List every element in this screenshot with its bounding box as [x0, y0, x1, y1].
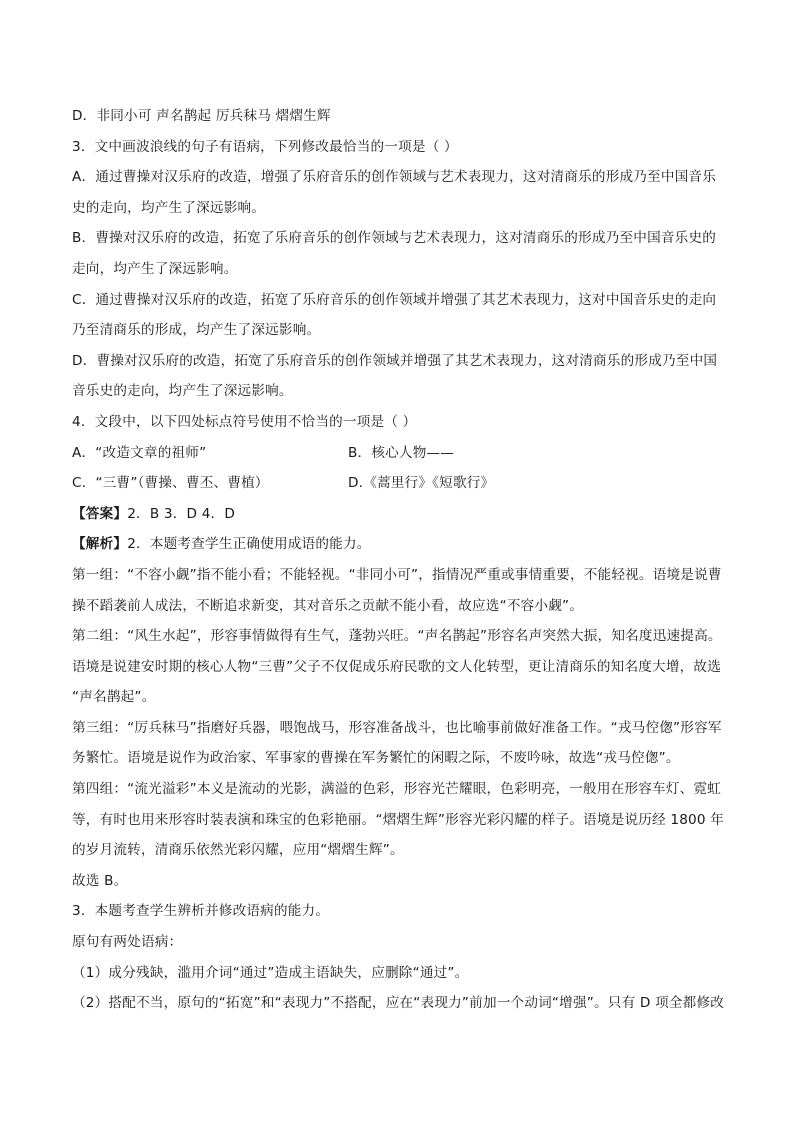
analysis-group3-line2: 务繁忙。语境是说作为政治家、军事家的曹操在军务繁忙的闲暇之际，不废吟咏，故选“戎马倥偬”。: [72, 750, 680, 767]
q4-option-a: A．“改造文章的祖师”: [72, 444, 207, 461]
q3-option-b-line2: 走向，均产生了深远影响。: [72, 260, 238, 277]
analysis-group1-line2: 操不蹈袭前人成法，不断追求新变，其对音乐之贡献不能小看，故应选“不容小觑”。: [72, 597, 584, 614]
analysis-group3-line1: 第三组：“厉兵秣马”指磨好兵器，喂饱战马，形容准备战斗，也比喻事前做好准备工作。“戎马倥偬”形容军: [72, 719, 722, 736]
q3-stem: 3．文中画波浪线的句子有语病，下列修改最恰当的一项是（ ）: [72, 138, 458, 155]
answer-label: 【答案】: [72, 505, 128, 522]
q3-option-a-line2: 史的走向，均产生了深远影响。: [72, 199, 266, 216]
q3-analysis-note: 原句有两处语病：: [72, 934, 183, 951]
analysis-group2-line3: “声名鹊起”。: [72, 689, 156, 706]
q3-option-a-line1: A．通过曹操对汉乐府的改造，增强了乐府音乐的创作领域与艺术表现力，这对清商乐的形成乃至中国音乐: [72, 169, 717, 186]
q4-options-row-2: [72, 468, 724, 499]
q4-option-c: C．“三曹”（曹操、曹丕、曹植）: [72, 475, 269, 492]
analysis-group1-line1: 第一组：“不容小觑”指不能小看；不能轻视。“非同小可”，指情况严重或事情重要，不能轻视。语境是说曹: [72, 566, 722, 583]
q3-option-d-line2: 音乐史的走向，均产生了深远影响。: [72, 383, 293, 400]
q2-option-d: D．非同小可 声名鹊起 厉兵秣马 熠熠生辉: [72, 108, 331, 124]
analysis-text: 2．本题考查学生正确使用成语的能力。: [127, 536, 371, 553]
analysis-group2-line2: 语境是说建安时期的核心人物“三曹”父子不仅促成乐府民歌的文人化转型，更让清商乐的知名度大增，故选: [72, 658, 721, 675]
analysis-group4-line1: 第四组：“流光溢彩”本义是流动的光影，满溢的色彩，形容光芒耀眼，色彩明亮，一般用在形容车灯、霓虹: [72, 781, 721, 798]
answer-text: 2．B 3．D 4．D: [127, 505, 236, 522]
q3-analysis-point1: （1）成分残缺，滥用介词“通过”造成主语缺失，应删除“通过”。: [72, 964, 469, 981]
answer-line: [72, 499, 724, 530]
q4-options-row-1: [72, 438, 724, 469]
q3-analysis-point2: （2）搭配不当，原句的“拓宽”和“表现力”不搭配，应在“表现力”前加一个动词“增强”。只有 D 项全都修改: [72, 995, 725, 1012]
analysis-label: 【解析】: [72, 536, 128, 553]
q4-stem: 4．文段中，以下四处标点符号使用不恰当的一项是（ ）: [72, 413, 417, 430]
analysis-group4-line2: 等，有时也用来形容时装表演和珠宝的色彩艳丽。“熠熠生辉”形容光彩闪耀的样子。语境是说历经 1800 年: [72, 811, 725, 828]
analysis-line: [72, 529, 724, 560]
q3-option-c-line1: C．通过曹操对汉乐府的改造，拓宽了乐府音乐的创作领域并增强了其艺术表现力，这对中国音乐史的走向: [72, 291, 717, 308]
q2-conclusion: 故选 B。: [72, 872, 128, 889]
analysis-group2-line1: 第二组：“风生水起”，形容事情做得有生气，蓬勃兴旺。“声名鹊起”形容名声突然大振，知名度迅速提高。: [72, 628, 722, 645]
q3-analysis-intro: 3．本题考查学生辨析并修改语病的能力。: [72, 903, 330, 920]
document-body: [72, 101, 724, 1019]
q3-option-b-line1: B．曹操对汉乐府的改造，拓宽了乐府音乐的创作领域与艺术表现力，这对清商乐的形成乃至中国音乐史的: [72, 230, 717, 247]
q3-option-d-line1: D．曹操对汉乐府的改造，拓宽了乐府音乐的创作领域并增强了其艺术表现力，这对清商乐的形成乃至中国: [72, 352, 718, 369]
q4-option-d: D.《蒿里行》《短歌行》: [348, 475, 495, 492]
analysis-group4-line3: 的岁月流转，清商乐依然光彩闪耀，应用“熠熠生辉”。: [72, 842, 404, 859]
q3-option-c-line2: 乃至清商乐的形成，均产生了深远影响。: [72, 322, 321, 339]
q4-option-b: B．核心人物——: [348, 444, 455, 461]
